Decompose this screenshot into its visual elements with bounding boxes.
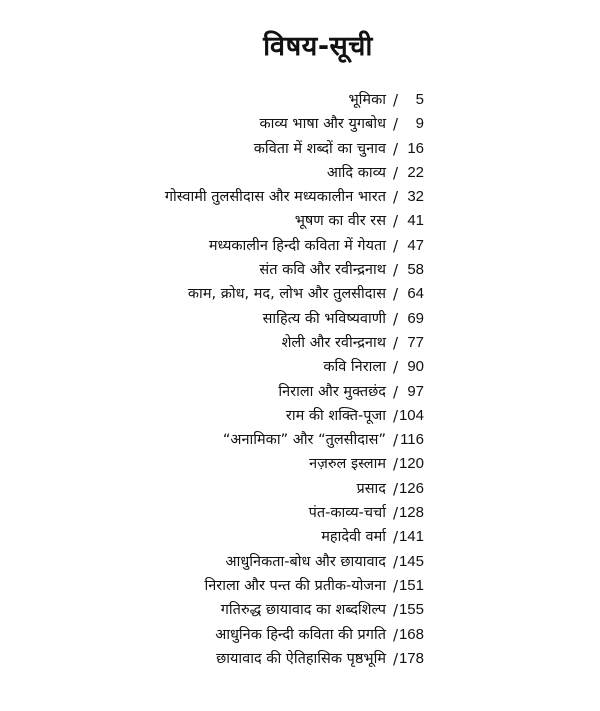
- toc-page-number: 5: [415, 91, 424, 108]
- toc-page-number: 64: [407, 285, 424, 303]
- toc-entry: [0, 647, 600, 671]
- toc-separator: /: [393, 455, 399, 474]
- toc-entry: [0, 355, 600, 379]
- toc-separator: /: [393, 212, 399, 231]
- toc-entry-title: काम, क्रोध, मद, लोभ और तुलसीदास: [187, 286, 386, 303]
- toc-entry: [0, 137, 600, 161]
- toc-entry-title: छायावाद की ऐतिहासिक पृष्ठभूमि: [216, 650, 386, 667]
- toc-entry: [0, 428, 600, 452]
- toc-separator: /: [393, 358, 399, 377]
- toc-page-number: 9: [415, 115, 424, 133]
- toc-entry-title: नज़रुल इस्लाम: [309, 456, 386, 473]
- toc-entry: [0, 209, 600, 233]
- toc-page-number: 16: [407, 139, 424, 157]
- toc-entry-title: निराला और पन्त की प्रतीक-योजना: [204, 577, 386, 594]
- toc-page-number: 151: [398, 576, 424, 594]
- toc-entry: [0, 88, 600, 112]
- toc-separator: /: [393, 115, 399, 134]
- toc-entry: [0, 234, 600, 258]
- toc-page-number: 77: [407, 333, 424, 351]
- toc-entry-title: मध्यकालीन हिन्दी कविता में गेयता: [208, 237, 386, 254]
- toc-entry: [0, 161, 600, 185]
- toc-separator: /: [393, 139, 399, 158]
- toc-entry: [0, 404, 600, 428]
- toc-page-number: 155: [398, 601, 424, 619]
- toc-entry-title: भूषण का वीर रस: [294, 213, 386, 230]
- toc-entry: [0, 258, 600, 282]
- toc-entry: [0, 598, 600, 622]
- toc-entry: [0, 623, 600, 647]
- toc-page-number: 178: [398, 649, 424, 667]
- toc-separator: /: [393, 479, 399, 498]
- toc-page-number: 90: [407, 358, 424, 376]
- toc-separator: /: [393, 552, 399, 571]
- toc-separator: /: [393, 91, 399, 109]
- toc-entry-title: भूमिका: [348, 92, 386, 108]
- table-of-contents: [0, 88, 600, 671]
- toc-separator: /: [393, 431, 399, 450]
- toc-page-number: 104: [398, 406, 424, 424]
- toc-entry: [0, 525, 600, 549]
- toc-page-number: 126: [398, 479, 424, 497]
- toc-entry-title: प्रसाद: [356, 480, 386, 497]
- toc-entry: [0, 574, 600, 598]
- toc-entry: [0, 282, 600, 306]
- toc-entry-title: महादेवी वर्मा: [321, 529, 386, 546]
- toc-separator: /: [393, 382, 399, 401]
- toc-entry-title: आधुनिकता-बोध और छायावाद: [225, 553, 386, 570]
- toc-separator: /: [393, 188, 399, 207]
- page-title: विषय-सूची: [263, 31, 373, 62]
- toc-page-number: 22: [407, 163, 424, 181]
- toc-page-number: 116: [400, 431, 424, 449]
- toc-entry-title: गोस्वामी तुलसीदास और मध्यकालीन भारत: [164, 189, 386, 206]
- toc-entry-title: “अनामिका” और “तुलसीदास”: [222, 432, 386, 449]
- toc-entry: [0, 452, 600, 476]
- toc-page-number: 120: [398, 455, 424, 473]
- toc-page-number: 97: [407, 382, 424, 400]
- toc-entry: [0, 185, 600, 209]
- toc-entry-title: राम की शक्ति-पूजा: [285, 407, 386, 424]
- toc-page-number: 47: [407, 236, 424, 254]
- toc-entry-title: काव्य भाषा और युगबोध: [259, 116, 386, 133]
- toc-page-number: 128: [398, 504, 424, 522]
- toc-entry: [0, 477, 600, 501]
- toc-page-number: 141: [398, 528, 424, 546]
- toc-separator: /: [393, 261, 399, 280]
- toc-separator: /: [393, 236, 399, 255]
- toc-entry-title: कविता में शब्दों का चुनाव: [253, 140, 386, 157]
- toc-entry: [0, 331, 600, 355]
- toc-separator: /: [393, 309, 399, 328]
- toc-page-number: 32: [407, 188, 424, 206]
- toc-entry: [0, 307, 600, 331]
- toc-entry-title: शेली और रवीन्द्रनाथ: [281, 334, 386, 351]
- toc-entry-title: आदि काव्य: [326, 164, 386, 181]
- toc-entry: [0, 550, 600, 574]
- toc-separator: /: [393, 285, 399, 304]
- toc-entry-title: निराला और मुक्तछंद: [278, 383, 386, 400]
- toc-page-number: 145: [398, 552, 424, 570]
- toc-entry-title: आधुनिक हिन्दी कविता की प्रगति: [215, 626, 386, 643]
- toc-separator: /: [393, 504, 399, 523]
- toc-entry: [0, 501, 600, 525]
- toc-entry-title: साहित्य की भविष्यवाणी: [262, 310, 386, 327]
- toc-separator: /: [393, 601, 399, 620]
- toc-separator: /: [393, 649, 399, 668]
- toc-entry-title: पंत-काव्य-चर्चा: [308, 505, 386, 522]
- toc-separator: /: [393, 625, 399, 644]
- toc-separator: /: [393, 528, 399, 547]
- toc-page-number: 58: [407, 261, 424, 279]
- toc-separator: /: [393, 576, 399, 595]
- toc-entry-title: संत कवि और रवीन्द्रनाथ: [259, 262, 386, 279]
- toc-separator: /: [393, 406, 399, 425]
- toc-entry: [0, 380, 600, 404]
- toc-entry-title: गतिरुद्ध छायावाद का शब्दशिल्प: [220, 602, 386, 619]
- toc-entry: [0, 112, 600, 136]
- toc-page-number: 69: [407, 309, 424, 327]
- toc-separator: /: [393, 333, 399, 352]
- toc-separator: /: [393, 163, 399, 182]
- toc-page-number: 41: [407, 212, 424, 230]
- toc-entry-title: कवि निराला: [323, 359, 386, 376]
- toc-page-number: 168: [398, 625, 424, 643]
